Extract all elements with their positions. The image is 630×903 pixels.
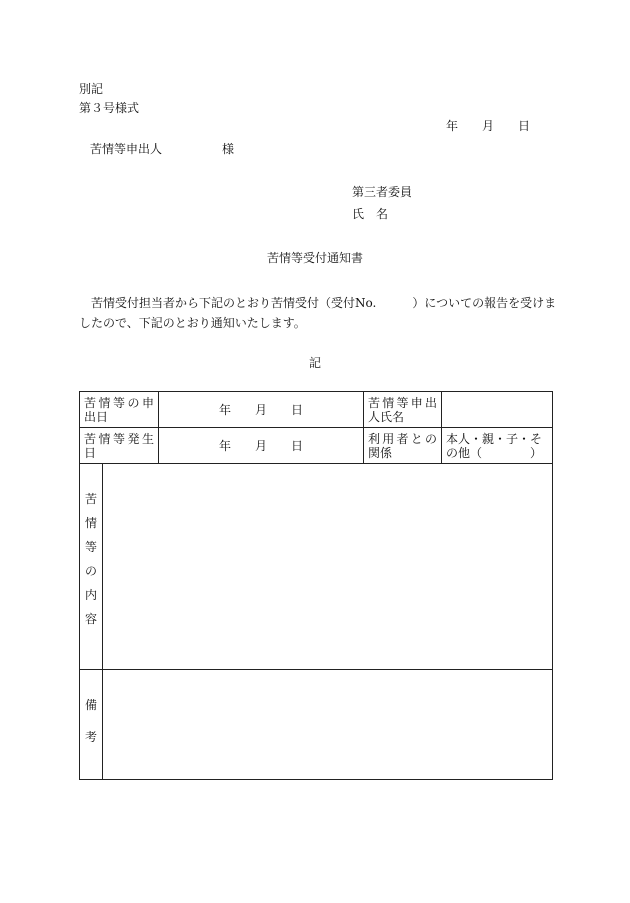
vertical-char: 情: [84, 516, 97, 530]
recipient-name-blank: [162, 142, 222, 156]
vertical-char: 内: [84, 588, 97, 602]
issue-date: 年 月 日: [446, 119, 531, 133]
request-date-label: 苦情等の申出日: [80, 392, 159, 428]
notification-table: [79, 391, 553, 780]
relationship-label: 利用者との関係: [364, 428, 442, 464]
ki-heading: 記: [308, 356, 321, 370]
recipient-honorific: 様: [222, 142, 235, 156]
requester-name-label: 苦情等申出人氏名: [364, 392, 442, 428]
complaint-content-field[interactable]: [103, 464, 553, 670]
vertical-char: 考: [84, 730, 97, 744]
body-paragraph: 苦情受付担当者から下記のとおり苦情受付（受付No. ）についての報告を受けましたので、下記のとおり通知いたします。: [79, 296, 557, 330]
request-date-field[interactable]: 年 月 日: [159, 392, 364, 428]
sender-name-label: 氏 名: [352, 207, 389, 221]
complaint-content-label: [80, 464, 103, 670]
remarks-label: [80, 670, 103, 780]
vertical-char: 容: [84, 612, 97, 626]
requester-name-field[interactable]: [442, 392, 553, 428]
vertical-char: の: [84, 564, 97, 578]
table-row: [80, 670, 553, 780]
recipient-label: 苦情等申出人: [90, 142, 163, 156]
vertical-char: 等: [84, 540, 97, 554]
table-row: [80, 464, 553, 670]
committee-label: 第三者委員: [352, 185, 413, 199]
vertical-char: 備: [84, 698, 97, 712]
form-number: 第３号様式: [79, 101, 140, 115]
relationship-field[interactable]: 本人・親・子・その他（ ）: [442, 428, 553, 464]
page-title: 苦情等受付通知書: [266, 251, 363, 265]
occurrence-date-label: 苦情等発生日: [80, 428, 159, 464]
vertical-char: 苦: [84, 492, 97, 506]
table-row: [80, 428, 553, 464]
occurrence-date-field[interactable]: 年 月 日: [159, 428, 364, 464]
document-label: 別記: [79, 82, 104, 96]
remarks-field[interactable]: [103, 670, 553, 780]
table-row: [80, 392, 553, 428]
recipient-line: [90, 142, 234, 156]
